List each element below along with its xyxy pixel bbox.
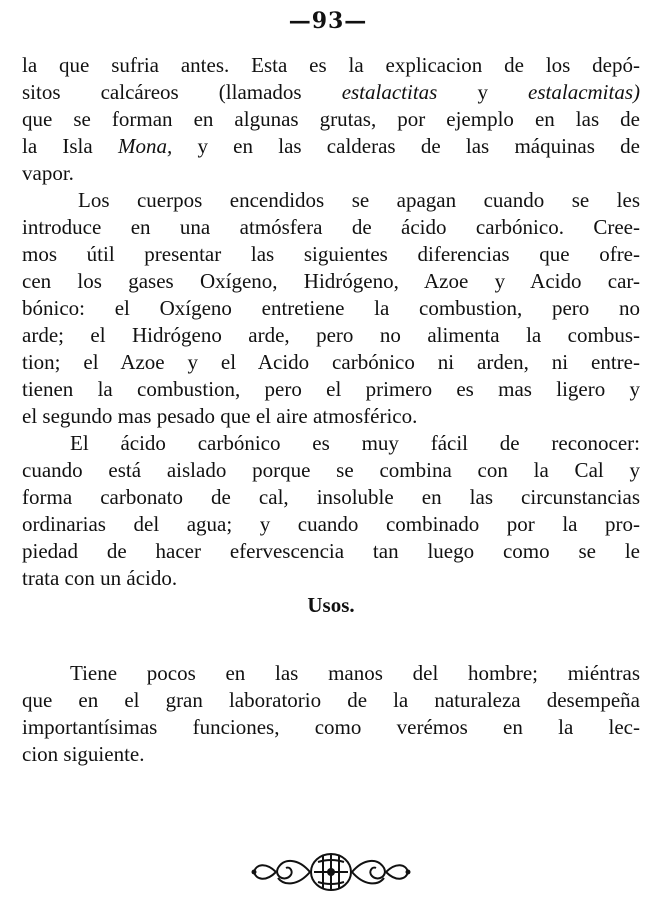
text-line [22, 241, 640, 268]
text-line [22, 511, 640, 538]
text-segment: ordinarias del agua; y cuando combinado por la pro- [22, 512, 640, 536]
text-segment: Tiene pocos en las manos del hombre; miéntras [70, 661, 640, 685]
text-line [22, 538, 640, 565]
italic-term: estalacmitas) [528, 80, 641, 104]
text-line [22, 619, 640, 660]
italic-term: Mona, [117, 134, 173, 158]
section-heading [22, 592, 640, 619]
decorative-fleuron-icon [248, 850, 414, 894]
text-segment: El ácido carbónico es muy fácil de reconocer: [70, 431, 640, 455]
text-segment: la Isla [22, 134, 118, 158]
text-line [22, 160, 640, 187]
text-line [22, 741, 640, 768]
text-segment: trata con un ácido. [22, 566, 178, 590]
text-segment: introduce en una atmósfera de ácido carbónico. Cree- [22, 215, 640, 239]
text-segment: importantísimas funciones, como verémos en la lec- [22, 715, 640, 739]
text-segment: la que sufria antes. Esta es la explicacion de los depó- [22, 53, 640, 77]
text-segment: bónico: el Oxígeno entretiene la combustion, pero no [22, 296, 640, 320]
text-segment: Usos. [307, 593, 355, 617]
text-line [22, 52, 640, 79]
text-line [22, 687, 640, 714]
text-segment: que se forman en algunas grutas, por ejemplo en las de [22, 107, 640, 131]
text-line [22, 349, 640, 376]
text-line [22, 714, 640, 741]
text-segment: tion; el Azoe y el Acido carbónico ni arden, ni entre- [22, 350, 640, 374]
text-segment: cuando está aislado porque se combina con la Cal y [22, 458, 640, 482]
text-line [22, 565, 640, 592]
text-segment: mos útil presentar las siguientes diferencias que ofre- [22, 242, 640, 266]
text-segment: tienen la combustion, pero el primero es mas ligero y [22, 377, 640, 401]
text-segment: que en el gran laboratorio de la naturaleza desempeña [22, 688, 640, 712]
text-segment: forma carbonato de cal, insoluble en las circunstancias [22, 485, 640, 509]
italic-term: estalactitas [341, 80, 438, 104]
text-line [22, 484, 640, 511]
text-line [22, 295, 640, 322]
text-segment: arde; el Hidrógeno arde, pero no alimenta la combus- [22, 323, 640, 347]
text-line [22, 376, 640, 403]
text-segment: cen los gases Oxígeno, Hidrógeno, Azoe y Acido car- [22, 269, 640, 293]
text-line [22, 322, 640, 349]
text-line [22, 660, 640, 687]
text-segment: y en las calderas de las máquinas de [172, 134, 640, 158]
text-line [22, 457, 640, 484]
text-line [22, 106, 640, 133]
text-line [22, 214, 640, 241]
text-segment: y [437, 80, 529, 104]
text-segment: Los cuerpos encendidos se apagan cuando se les [78, 188, 640, 212]
text-line [22, 430, 640, 457]
text-segment: el segundo mas pesado que el aire atmosférico. [22, 404, 418, 428]
text-line [22, 79, 640, 106]
page-number: —93— [288, 8, 368, 34]
text-line [22, 187, 640, 214]
text-segment: sitos calcáreos (llamados [22, 80, 342, 104]
text-line [22, 268, 640, 295]
text-segment: vapor. [22, 161, 74, 185]
text-line [22, 403, 640, 430]
body-text [22, 52, 640, 768]
text-line [22, 133, 640, 160]
text-segment: cion siguiente. [22, 742, 145, 766]
text-segment: piedad de hacer efervescencia tan luego como se le [22, 539, 640, 563]
